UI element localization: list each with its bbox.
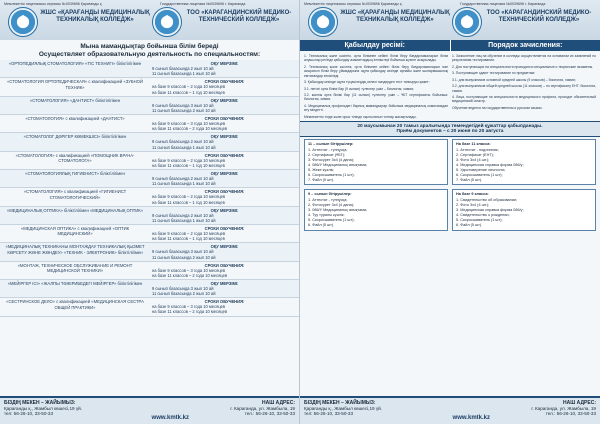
- rules-title-ru: Порядок зачисления:: [450, 40, 600, 51]
- table-row: [0, 78, 299, 96]
- left-footer: [0, 396, 299, 424]
- duration-line: на базе 11 классов – 2 года 10 месяцев: [152, 272, 228, 278]
- rule-paragraph: 2. Для поступающих на специальности проводятся специальные и творческие экзамены.: [452, 64, 594, 69]
- duration-line: 9 сынып базасында 3 жыл 10 ай: [152, 249, 214, 255]
- document-item: 6. Скоросшиватель (1 шт);: [456, 172, 503, 177]
- study-duration: [150, 152, 299, 169]
- study-duration: [150, 280, 299, 297]
- duration-line: 11 сынып базасында 1 жыл 10 ай: [152, 71, 216, 77]
- study-duration: [150, 97, 299, 114]
- table-row: [0, 207, 299, 225]
- table-row: [0, 170, 299, 188]
- right-footer: [300, 396, 600, 424]
- rule-paragraph: 3.1. для выпускников основной средней школы (9 классов) – биология, химия;: [452, 77, 576, 82]
- rule-paragraph: 3. Поступающие сдают тестирование по предметам:: [452, 71, 535, 76]
- duration-title: СРОКИ ОБУЧЕНИЯ:: [204, 79, 245, 85]
- duration-title: ОҚУ МЕРЗІМІ:: [210, 61, 239, 66]
- specialty-name: «СТОМАТОЛОГИЯ» с квалификацией «ПОМОЩНИК ВРАЧА-СТОМАТОЛОГА»: [15, 152, 135, 163]
- document-item: 6. Скоросшиватель (1 шт);: [308, 172, 355, 177]
- website-link[interactable]: www.kmtk.kz: [452, 415, 490, 421]
- document-list-title: 11 – сынып бітірушілер:: [308, 142, 354, 147]
- document-item: 4. 086/У Медициналық анықтама;: [308, 162, 367, 167]
- duration-title: ОҚУ МЕРЗІМІ:: [210, 97, 239, 103]
- document-list-title: 9 – сынып бітірушілер:: [308, 192, 352, 197]
- document-item: 1. Аттестат - түпнұсқа;: [308, 147, 348, 152]
- duration-line: на базе 9 классов – 2 года 10 месяцев: [152, 194, 226, 200]
- lead-kz: Мына мамандықтар бойынша білім береді: [80, 43, 219, 50]
- duration-title: СРОКИ ОБУЧЕНИЯ:: [204, 299, 245, 305]
- specialty-name: «СТОМАТОЛОГИЯ ОРТОПЕДИЧЕСКАЯ» с квалификацией «ЗУБНОЙ ТЕХНИК»: [7, 79, 143, 90]
- duration-title: СРОКИ ОБУЧЕНИЯ:: [204, 225, 245, 231]
- document-item: 3. Фото 3х4 (4 шт.);: [456, 157, 490, 162]
- table-row: [0, 243, 299, 261]
- rule-paragraph: Мемлекеттік тілде және орыс тілінде оқытылатын топтар жасақталады.: [304, 114, 417, 119]
- license-kz: Мемлекеттік лицензиясы сериясы №0039696 Қарағанды қ.: [4, 2, 103, 6]
- duration-line: 11 сынып базасында 1 жыл 10 ай: [152, 217, 216, 223]
- study-duration: [150, 298, 299, 315]
- document-item: 7. Файл (5 шт).: [308, 177, 335, 182]
- college-logo-icon: [8, 7, 38, 37]
- document-item: 4. Медицинская справка форма 086/у;: [456, 162, 524, 167]
- specialty-name: «МЕДИЦИНСКАЯ ОПТИКА» с квалификацией «ОПТИК МЕДИЦИНСКИЙ»: [20, 225, 130, 237]
- duration-line: на базе 11 классов – 2 года 10 месяцев: [152, 309, 228, 315]
- specialty-name: «МЕДИЦИНАЛЫҚ ТЕХНИКАНЫ МОНТАЖДАУ ТЕХНИКАЛЫҚ ҚЫЗМЕТ КӨРСЕТУ ЖӘНЕ ЖӨНДЕУ» «ТЕХНИК - ЭЛЕКТРОНИК» біліктілігімен: [5, 244, 145, 255]
- rule-paragraph: 2. Техникалық және кәсіптік, орта білімнен кейінгі білім беру бағдарламаларын іске асыратын білім беру ұйымдарына оқуға қабылдау кезінде арнайы және шығармашылық емтихандар өткізіледі.: [304, 64, 448, 78]
- study-duration: [150, 78, 299, 95]
- document-item: 4. Свидетельство о рождении;: [456, 213, 510, 218]
- duration-line: на базе 9 классов – 2 года 10 месяцев: [152, 231, 226, 237]
- table-row: [0, 133, 299, 151]
- duration-line: 9 сынып базасында 2 жыл 10 ай: [152, 176, 214, 182]
- duration-title: ОҚУ МЕРЗІМІ:: [210, 280, 239, 286]
- document-item: 4. Туу туралы куәлік;: [308, 213, 345, 218]
- duration-line: на базе 9 классов – 3 года 10 месяцев: [152, 121, 226, 127]
- document-list: [304, 139, 448, 185]
- duration-line: 9 сынып базасында 2 жыл 10 ай: [152, 139, 214, 145]
- duration-line: на базе 11 классов – 1 год 10 месяцев: [152, 89, 225, 95]
- duration-title: СРОКИ ОБУЧЕНИЯ:: [204, 152, 245, 158]
- document-item: 1. Аттестат - подлинник;: [456, 147, 499, 152]
- document-item: 3. Фотосурет 3х4 (4 дана);: [308, 157, 355, 162]
- duration-line: на базе 9 классов – 2 года 10 месяцев: [152, 84, 226, 90]
- duration-line: 11 сынып базасында 2 жыл 10 ай: [152, 254, 216, 260]
- rule-paragraph: Обучение ведется на государственном и русском языках.: [452, 105, 543, 110]
- document-list-title: На базе 11 класса:: [456, 142, 491, 147]
- right-header: [300, 0, 600, 40]
- study-duration: [150, 188, 299, 205]
- college-name-ru: ТОО «КАРАГАНДИНСКИЙ МЕДИКО-ТЕХНИЧЕСКИЙ КОЛЛЕДЖ»: [186, 10, 292, 23]
- phone-ru: тел.: 56-26-10, 33-50-33: [244, 411, 295, 416]
- rule-paragraph: 4. Лица, поступающие на специальности медицинского профиля, проходят обязательный медицинский осмотр.: [452, 94, 596, 104]
- document-item: 5. Скоросшиватель (1 шт);: [308, 218, 355, 223]
- specialty-name: «СЕСТРИНСКОЕ ДЕЛО» с квалификацией «МЕДИЦИНСКАЯ СЕСТРА ОБЩЕЙ ПРАКТИКИ»: [6, 299, 144, 310]
- phone-kz: тел: 56-26-10, 33-50-33: [304, 411, 354, 416]
- duration-title: ОҚУ МЕРЗІМІ:: [210, 207, 239, 213]
- duration-title: ОҚУ МЕРЗІМІ:: [210, 170, 239, 176]
- study-duration: [150, 207, 299, 224]
- specialty-name: «СТОМАТОЛОГИЯ» «ДАНТИСТ» біліктілігімен: [29, 97, 121, 103]
- table-row: [0, 115, 299, 133]
- phone-ru: тел.: 56-26-10, 33-50-33: [545, 411, 596, 416]
- address-kz: Қарағанды қ., Жамбыл көшесі,19 үй.: [4, 406, 82, 411]
- lead-ru: Осуществляет образовательную деятельность по специальностям:: [38, 51, 261, 58]
- specialty-table: [0, 60, 299, 317]
- study-duration: [150, 115, 299, 132]
- specialty-name: «СТОМАТОЛОГ ДӘРІГЕР КӨМЕКШІСІ» біліктілігімен: [23, 134, 127, 140]
- document-item: 2. Сертификат (ҰБТ);: [308, 152, 346, 157]
- document-item: 5. Скоросшиватель (1 шт);: [456, 218, 503, 223]
- document-list: [452, 139, 596, 185]
- college-logo-icon: [152, 7, 182, 37]
- address-title-kz: БІЗДІҢ МЕКЕН – ЖАЙЫМЫЗ:: [304, 400, 376, 406]
- duration-line: 11 сынып базасында 2 жыл 10 ай: [152, 291, 216, 297]
- website-link[interactable]: www.kmtk.kz: [151, 415, 189, 421]
- study-duration: [150, 133, 299, 150]
- duration-line: 9 сынып базасында 3 жыл 10 ай: [152, 286, 214, 292]
- table-row: [0, 152, 299, 170]
- rule-paragraph: 3.1. негізгі орта білімі бар (9 сынып) түлектер үшін – биология, химия;: [304, 86, 414, 91]
- specialty-name: «МЕДИЦИНАЛЫҚ ОПТИКА» біліктілігімен «МЕДИЦИНАЛЫҚ ОПТИК»: [6, 207, 144, 213]
- document-item: 6. Файл (5 шт).: [308, 222, 335, 227]
- table-row: [0, 298, 299, 316]
- rule-paragraph: 1. Зачисление лиц на обучение в колледж осуществляется на основании их заявлений по результатам тестирования.: [452, 54, 596, 63]
- college-logo-icon: [452, 7, 482, 37]
- table-row: [0, 280, 299, 298]
- study-duration: [150, 60, 299, 77]
- address-title-kz: БІЗДІҢ МЕКЕН – ЖАЙЫМЫЗ:: [4, 400, 76, 406]
- left-header: [0, 0, 299, 40]
- address-ru: г. Караганда, ул. Жамбыла, 19: [531, 406, 596, 411]
- phone-kz: тел: 56-26-10, 33-50-33: [4, 411, 54, 416]
- duration-line: 9 сынып базасында 3 жыл 10 ай: [152, 102, 214, 108]
- duration-line: на базе 9 классов – 3 года 10 месяцев: [152, 267, 226, 273]
- table-row: [0, 262, 299, 280]
- duration-title: ОҚУ МЕРЗІМІ:: [210, 244, 239, 250]
- rules-section: [300, 54, 600, 121]
- document-item: 2. Фотосурет 3х4 (4 дана);: [308, 203, 355, 208]
- duration-line: 11 сынып базасында 1 жыл 10 ай: [152, 144, 216, 150]
- duration-line: на базе 11 классов – 1 год 10 месяцев: [152, 236, 225, 242]
- duration-line: на базе 11 классов – 2 года 10 месяцев: [152, 126, 228, 132]
- document-list: [304, 189, 448, 230]
- rules-kz: [304, 54, 448, 121]
- duration-line: на базе 11 классов – 1 год 10 месяцев: [152, 162, 225, 168]
- license-kz: Мемлекеттік лицензиясы сериясы №0039696 Қарағанды қ.: [304, 2, 403, 6]
- license-ru: Государственная лицензия №0039696 г. Караганда: [160, 2, 246, 6]
- college-name-kz: ЖШС «ҚАРАҒАНДЫ МЕДИЦИНАЛЫҚ ТЕХНИКАЛЫҚ КОЛЛЕДЖ»: [340, 10, 450, 23]
- study-duration: [150, 225, 299, 242]
- document-item: 5. Удостоверение личности;: [456, 167, 506, 172]
- duration-line: 9 сынып базасында 2 жыл 10 ай: [152, 66, 214, 72]
- rule-paragraph: 3.2. жалпы орта білімі бар (11 сынып) түлектер үшін – ҰБТ сертификаты бойынша: биология, химия.: [304, 92, 448, 102]
- duration-title: СРОКИ ОБУЧЕНИЯ:: [204, 189, 245, 195]
- documents-section: [300, 137, 600, 233]
- duration-line: 11 сынып базасында 1 жыл 10 ай: [152, 181, 216, 187]
- document-item: 7. Файл (5 шт).: [456, 177, 483, 182]
- document-item: 3. 086/У Медициналық анықтама;: [308, 208, 367, 213]
- rule-paragraph: 3. Қабылдау кезінде оқуға түсушілердің келесі пәндерден тест тапсыруы қажет:: [304, 80, 430, 85]
- document-item: 6. Файл (5 шт).: [456, 222, 483, 227]
- duration-line: 11 сынып базасында 2 жыл 10 ай: [152, 107, 216, 113]
- document-item: 2. Сертификат (ЕНТ);: [456, 152, 494, 157]
- college-name-ru: ТОО «КАРАГАНДИНСКИЙ МЕДИКО-ТЕХНИЧЕСКИЙ КОЛЛЕДЖ»: [486, 10, 592, 23]
- specialty-name: «СТОМАТОЛОГИЯ» с квалификацией «ГИГИЕНИСТ СТОМАТОЛОГИЧЕСКИЙ»: [23, 189, 127, 200]
- address-title-ru: НАШ АДРЕС:: [563, 400, 596, 406]
- duration-line: на базе 11 классов – 1 год 10 месяцев: [152, 199, 225, 205]
- specialty-name: «СТОМАТОЛОГИЯЛЫҚ ГИГИЕНИСТ» біліктілігімен: [25, 170, 125, 176]
- right-page: [300, 0, 600, 424]
- duration-title: СРОКИ ОБУЧЕНИЯ:: [204, 262, 245, 268]
- rules-title-kz: Қабылдау ресімі:: [300, 40, 450, 51]
- document-item: 3. Медицинская справка форма 086/у;: [456, 208, 524, 213]
- admission-dates: [300, 121, 600, 137]
- rule-paragraph: 1. Техникалық және кәсіптік, орта білімнен кейінгі білім беру бағдарламаларын білім алушылар ретінде қабылдау азаматтардың өтініштері бойынша жүзеге асырылады.: [304, 54, 448, 63]
- duration-line: на базе 9 классов – 3 года 10 месяцев: [152, 304, 226, 310]
- document-item: 5. Жеке куәлік;: [308, 167, 335, 172]
- table-row: [0, 225, 299, 243]
- dates-ru: Приём документов – с 20 июня по 20 августа: [396, 129, 504, 135]
- study-duration: [150, 262, 299, 279]
- table-row: [0, 188, 299, 206]
- specialty-name: «СТОМАТОЛОГИЯ» с квалификацией «ДАНТИСТ»: [25, 115, 125, 121]
- document-item: 1. Свидетельство об образовании;: [456, 198, 518, 203]
- dates-kz: 20 маусымынан 20 тамыз аралығында төмендегідей құжаттар қабылданады.: [357, 124, 543, 130]
- address-ru: г. Караганда, ул. Жамбыла, 19: [230, 406, 295, 411]
- document-list: [452, 189, 596, 230]
- document-item: 2. Фото 3х4 (4 шт.);: [456, 203, 490, 208]
- specialty-name: «МОНТАЖ, ТЕХНИЧЕСКОЕ ОБСЛУЖИВАНИЕ И РЕМОНТ МЕДИЦИНСКОЙ ТЕХНИКИ»: [17, 262, 133, 273]
- college-name-kz: ЖШС «ҚАРАҒАНДЫ МЕДИЦИНАЛЫҚ ТЕХНИКАЛЫҚ КОЛЛЕДЖ»: [40, 10, 150, 23]
- specialty-name: «ОРТОПЕДИЯЛЫҚ СТОМАТОЛОГИЯ» «ТІС ТЕХНИГІ» біліктілігімен: [8, 61, 142, 66]
- table-row: [0, 97, 299, 115]
- license-ru: Государственная лицензия №0039696 г. Караганда: [460, 2, 546, 6]
- document-list-title: На базе 9 класса:: [456, 192, 489, 197]
- study-duration: [150, 243, 299, 260]
- college-logo-icon: [308, 7, 338, 37]
- duration-title: ОҚУ МЕРЗІМІ:: [210, 134, 239, 140]
- duration-title: СРОКИ ОБУЧЕНИЯ:: [204, 115, 245, 121]
- specialty-name: «МЕЙІРГЕР ІСІ» «ЖАЛПЫ ТӘЖІРИБЕДЕГІ МЕЙІРГЕР» біліктілігімен: [7, 280, 143, 286]
- address-title-ru: НАШ АДРЕС:: [262, 400, 295, 406]
- rules-ru: [452, 54, 596, 121]
- rule-paragraph: 4. Медициналық профильдегі барлық мамандықтар бойынша медициналық комиссиядан өту міндетті.: [304, 103, 448, 113]
- document-item: 1. Аттестат - түпнұсқа;: [308, 198, 348, 203]
- table-row: [0, 60, 299, 78]
- duration-line: на базе 9 классов – 2 года 10 месяцев: [152, 157, 226, 163]
- rule-paragraph: 3.2. для выпускников общей средней школы (11 классов) – по сертификату ЕНТ: биология, химия.: [452, 84, 596, 93]
- duration-line: 9 сынып базасында 2 жыл 10 ай: [152, 212, 214, 218]
- address-kz: Қарағанды қ., Жамбыл көшесі,19 үй.: [304, 406, 382, 411]
- study-duration: [150, 170, 299, 187]
